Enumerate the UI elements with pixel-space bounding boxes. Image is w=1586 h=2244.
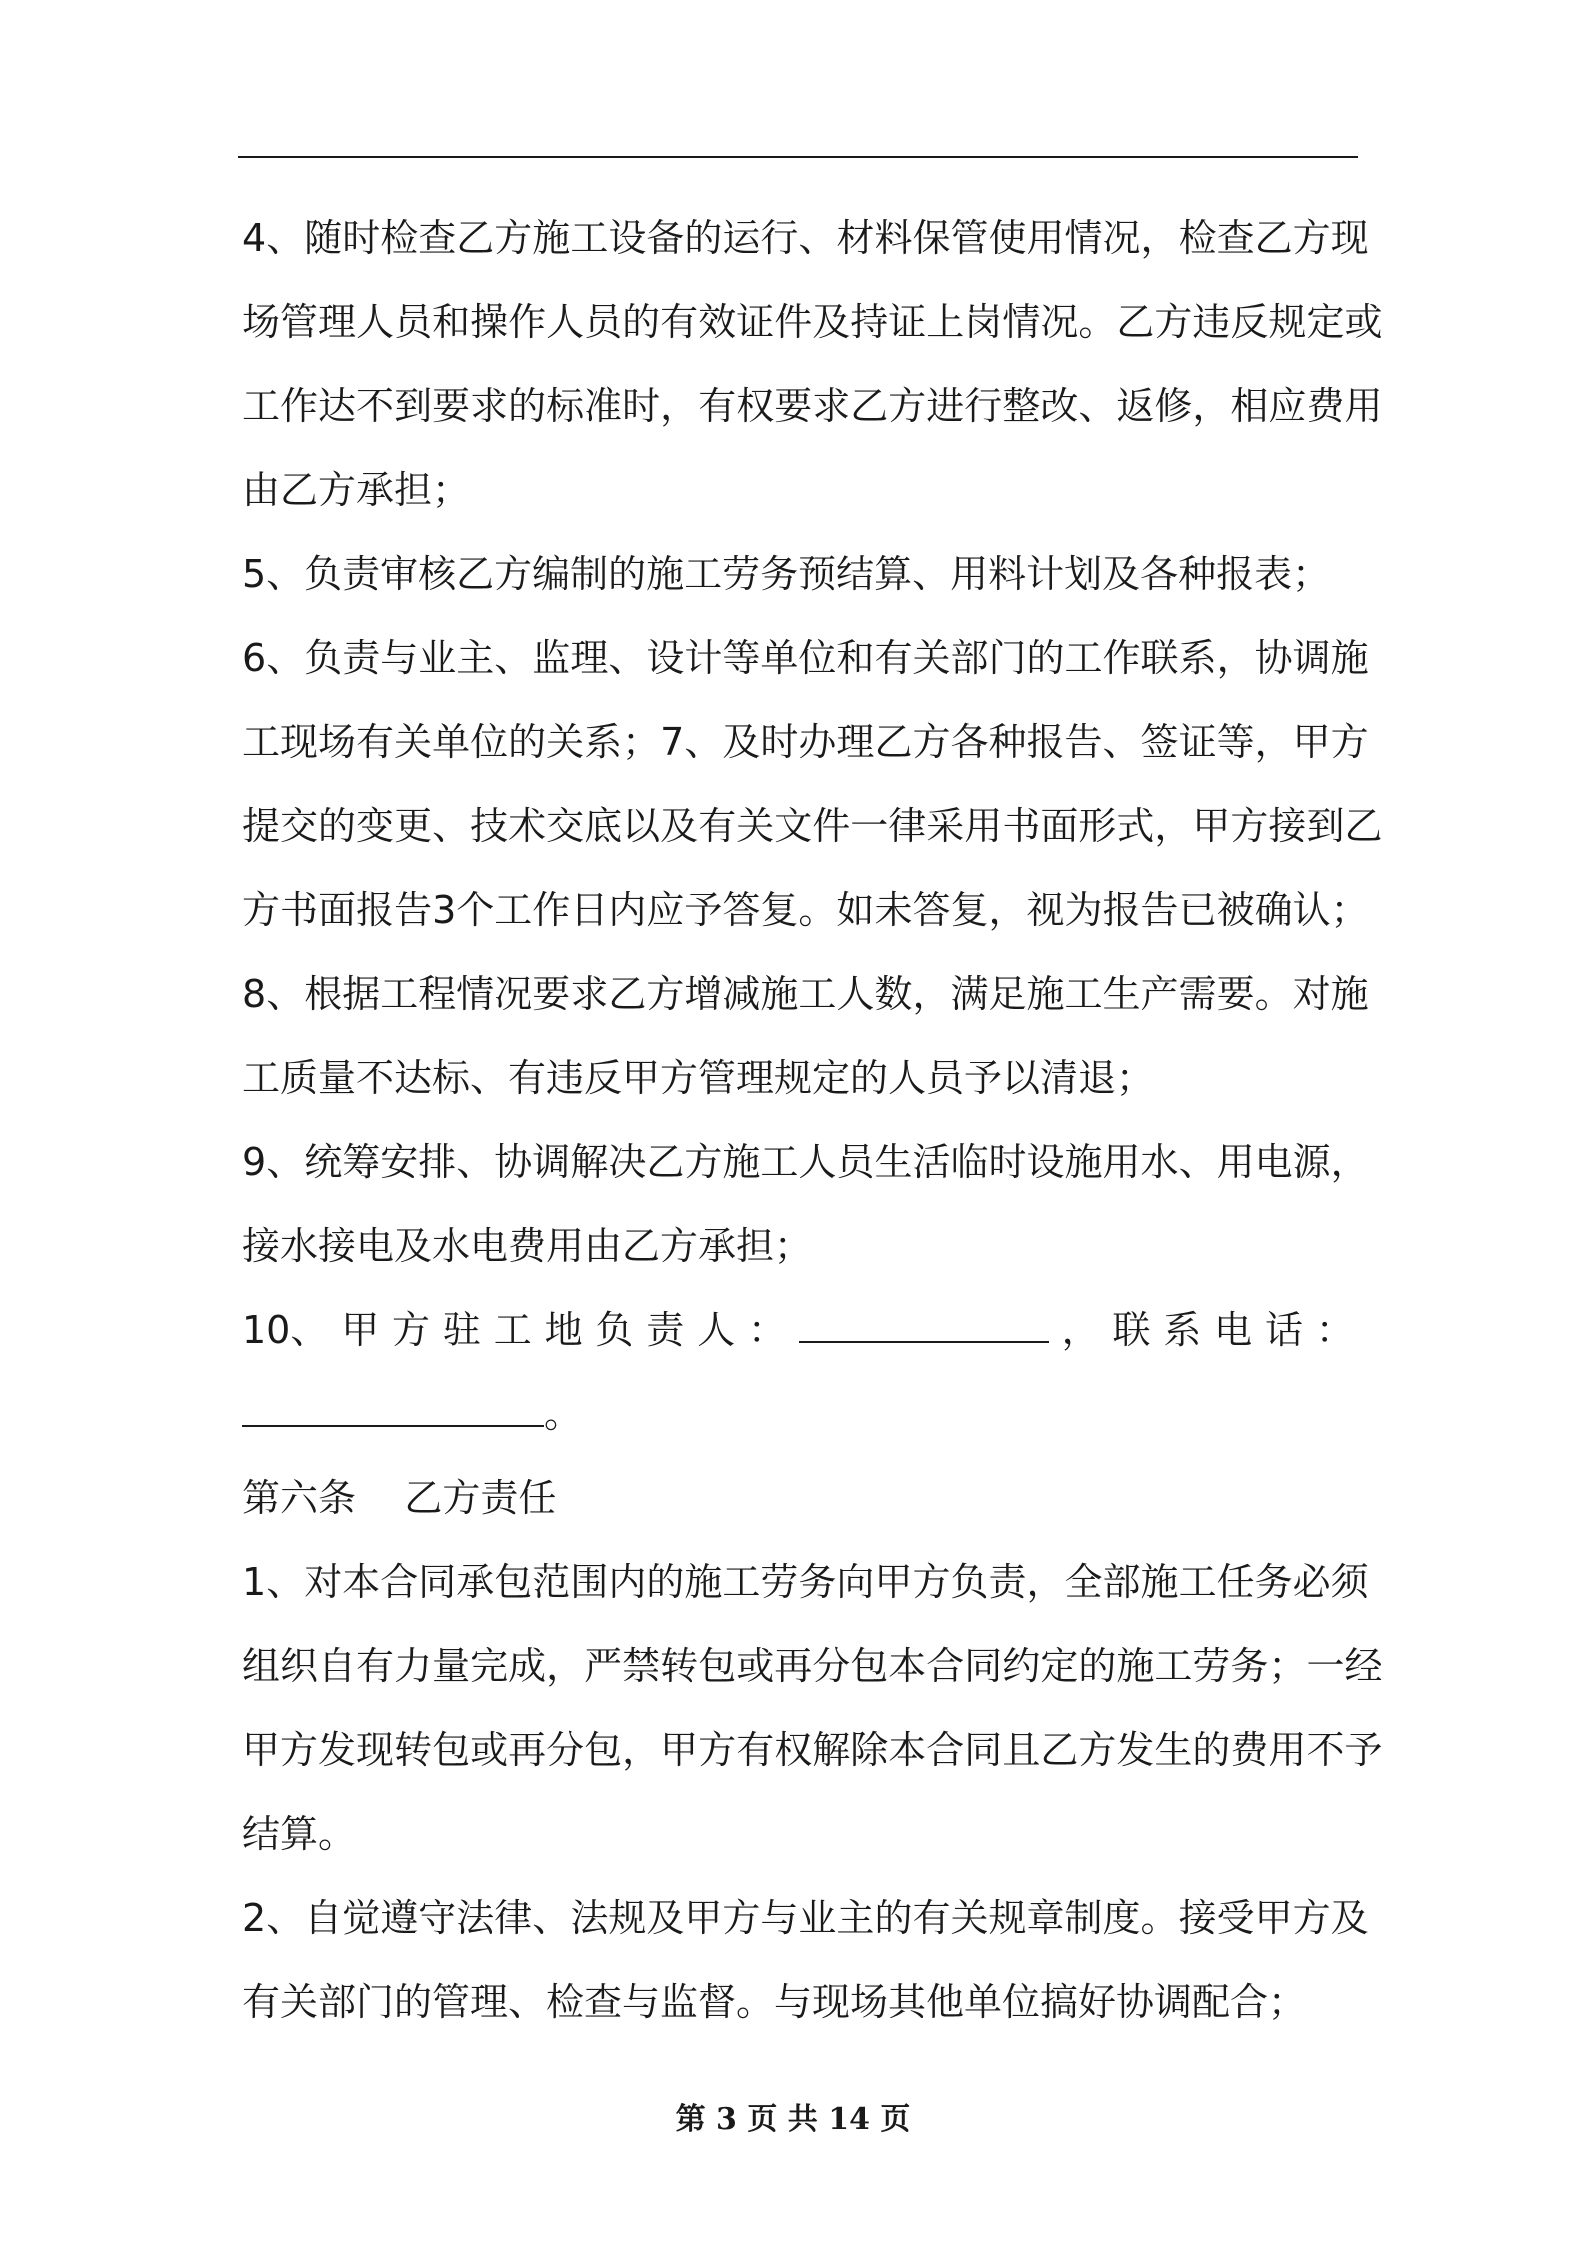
text-line: 2 、 自 觉 遵 守 法 律 、 法 规 及 甲 方 与 业 主 的 有 关 规 章 制 度 。 接 受 甲 方 及: [242, 1896, 1369, 1940]
text-line: 甲 方 发 现 转 包 或 再 分 包 ， 甲 方 有 权 解 除 本 合 同 且 乙 方 发 生 的 费 用 不 予: [242, 1728, 1383, 1772]
text-line: 4 、 随 时 检 查 乙 方 施 工 设 备 的 运 行 、 材 料 保 管 使 用 情 况 ， 检 查 乙 方 现: [242, 216, 1369, 260]
text-line: 6 、 负 责 与 业 主 、 监 理 、 设 计 等 单 位 和 有 关 部 门 的 工 作 联 系 ， 协 调 施: [242, 636, 1369, 680]
contact-label-char: 甲: [341, 1308, 380, 1352]
phone-end-punct: 。: [544, 1392, 583, 1436]
phone-label-char: 话: [1264, 1308, 1303, 1352]
text-line: 提 交 的 变 更 、 技 术 交 底 以 及 有 关 文 件 一 律 采 用 书 面 形 式 ， 甲 方 接 到 乙: [242, 804, 1383, 848]
contact-label-char: 方: [392, 1308, 431, 1352]
text-line: 方 书 面 报 告 3 个 工 作 日 内 应 予 答 复 。 如 未 答 复 ， 视 为 报 告 已 被 确 认 ；: [242, 888, 1369, 932]
text-line: 接水接电及水电费用由乙方承担；: [242, 1224, 813, 1268]
text-line: 组 织 自 有 力 量 完 成 ， 严 禁 转 包 或 再 分 包 本 合 同 约 定 的 施 工 劳 务 ； 一 经: [242, 1644, 1383, 1688]
phone-line: [242, 1372, 1354, 1456]
phone-label-char: 联: [1112, 1308, 1151, 1352]
text-line: 9 、 统 筹 安 排 、 协 调 解 决 乙 方 施 工 人 员 生 活 临 时 设 施 用 水 、 用 电 源 ，: [242, 1140, 1369, 1184]
site-manager-blank: [799, 1297, 1049, 1343]
text-line: 1 、 对 本 合 同 承 包 范 围 内 的 施 工 劳 务 向 甲 方 负 责 ， 全 部 施 工 任 务 必 须: [242, 1560, 1369, 1604]
contact-label-char: 驻: [442, 1308, 481, 1352]
contact-prefix: 10、: [242, 1308, 329, 1352]
section-title: 乙方责任: [404, 1476, 557, 1520]
contact-label-char: 人: [697, 1308, 736, 1352]
text-line: 5、负责审核乙方编制的施工劳务预结算、用料计划及各种报表；: [242, 552, 1331, 596]
text-line: 有关部门的管理、检查与监督。与现场其他单位搞好协调配合；: [242, 1980, 1307, 2024]
contact-label-char: 负: [595, 1308, 634, 1352]
page-footer: 第 3 页 共 14 页: [675, 2102, 911, 2137]
header-rule: [238, 156, 1358, 158]
text-line: 工质量不达标、有违反甲方管理规定的人员予以清退；: [242, 1056, 1155, 1100]
text-line: 工 作 达 不 到 要 求 的 标 准 时 ， 有 权 要 求 乙 方 进 行 整 改 、 返 修 ， 相 应 费 用: [242, 384, 1383, 428]
phone-label-char: ：: [1315, 1308, 1354, 1352]
text-line: 由乙方承担；: [242, 468, 471, 512]
text-line: 结算。: [242, 1812, 357, 1856]
contact-comma: ，: [1061, 1308, 1100, 1352]
phone-blank: [242, 1381, 544, 1427]
text-line: 8 、 根 据 工 程 情 况 要 求 乙 方 增 减 施 工 人 数 ， 满 足 施 工 生 产 需 要 。 对 施: [242, 972, 1369, 1016]
document-body: [242, 196, 1383, 2044]
text-line: 工 现 场 有 关 单 位 的 关 系 ； 7 、 及 时 办 理 乙 方 各 种 报 告 、 签 证 等 ， 甲 方: [242, 720, 1369, 764]
section-heading: [242, 1456, 1354, 1540]
contact-label-char: ：: [747, 1308, 786, 1352]
contact-label-char: 工: [493, 1308, 532, 1352]
phone-label-char: 系: [1163, 1308, 1202, 1352]
contact-label-char: 地: [544, 1308, 583, 1352]
contact-line: [242, 1288, 1354, 1372]
section-number: 第六条: [242, 1476, 357, 1520]
contact-label-char: 责: [646, 1308, 685, 1352]
phone-label-char: 电: [1214, 1308, 1253, 1352]
text-line: 场 管 理 人 员 和 操 作 人 员 的 有 效 证 件 及 持 证 上 岗 情 况 。 乙 方 违 反 规 定 或: [242, 300, 1383, 344]
